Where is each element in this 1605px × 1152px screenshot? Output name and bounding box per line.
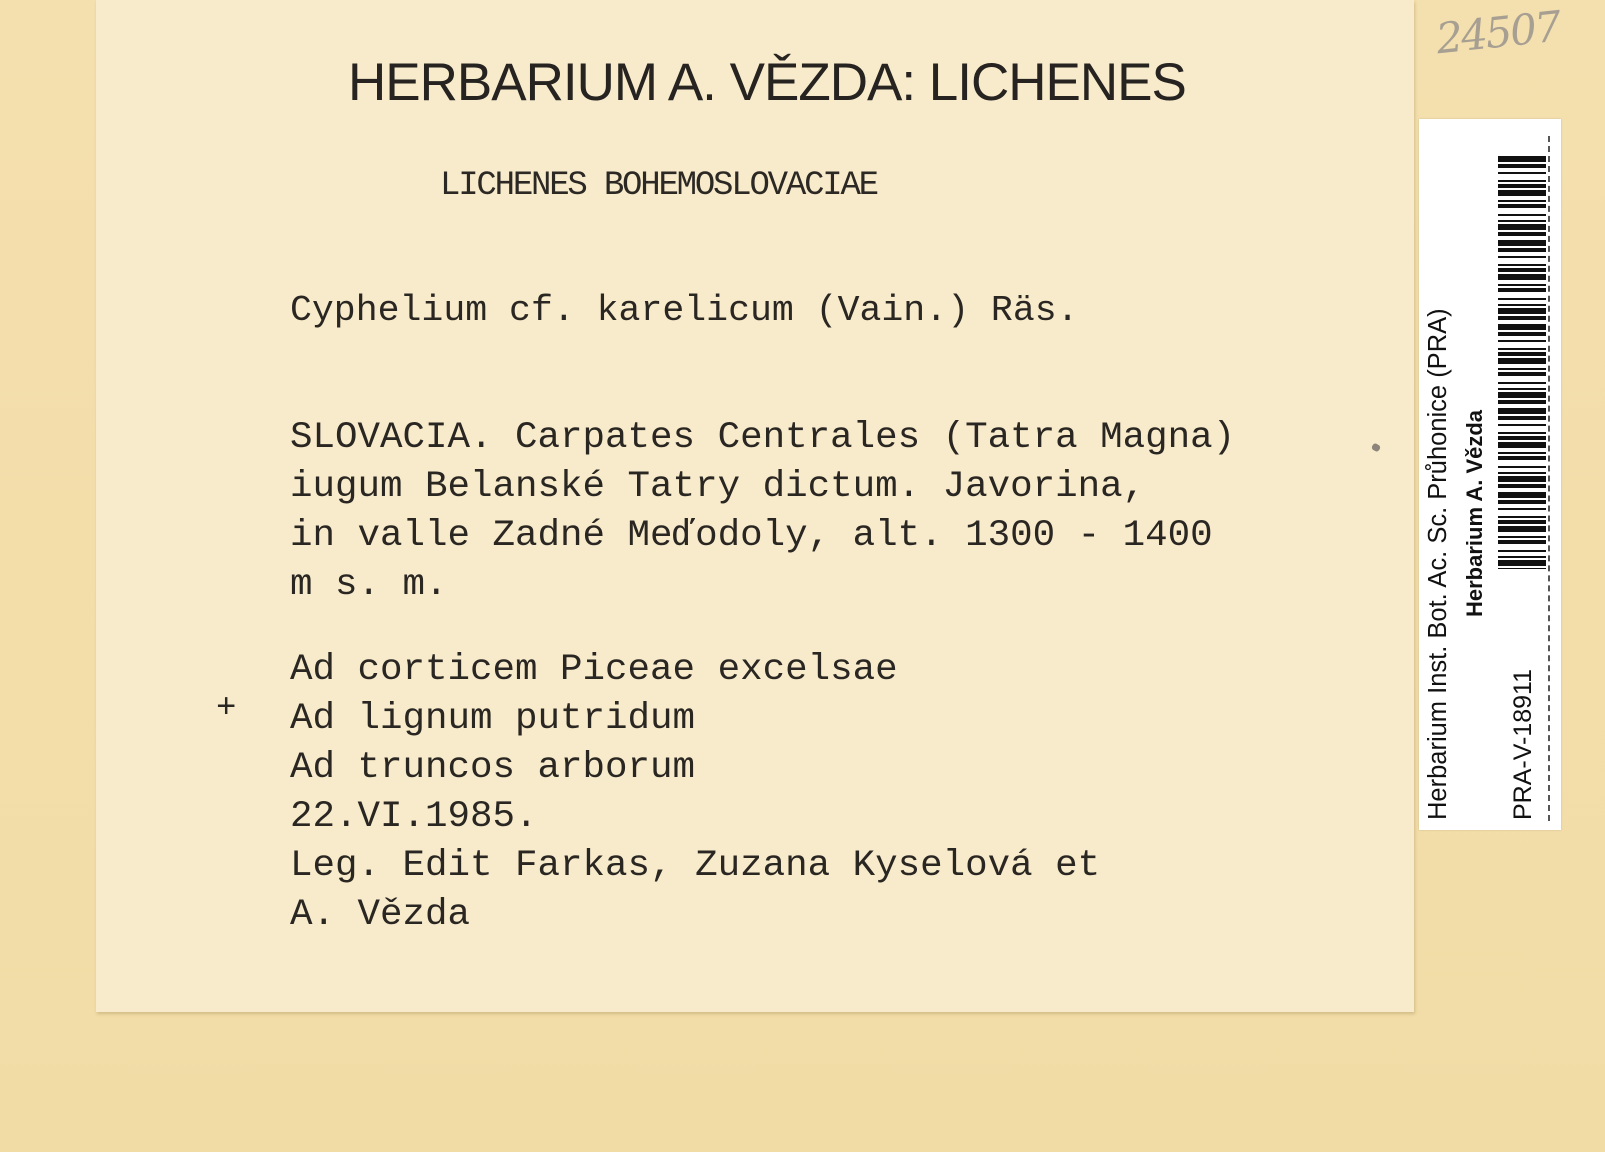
collectors-line: A. Vězda [290, 894, 471, 936]
barcode-bar [1498, 536, 1546, 538]
barcode-bar [1498, 382, 1546, 384]
habitat-line: Ad truncos arborum [290, 747, 696, 789]
barcode-bar [1498, 526, 1546, 532]
barcode-bar [1498, 256, 1546, 258]
barcode-bar [1498, 388, 1546, 390]
barcode-bar [1498, 436, 1546, 440]
barcode-bar [1498, 340, 1546, 342]
barcode-bar [1498, 520, 1546, 524]
barcode-bar [1498, 408, 1546, 414]
habitat-line: Ad lignum putridum [290, 698, 696, 740]
barcode-bar [1498, 456, 1546, 460]
barcode-bar [1498, 432, 1546, 434]
barcode-bar [1498, 156, 1546, 162]
barcode-bar [1498, 200, 1546, 202]
barcode-bar [1498, 368, 1546, 370]
locality-line: m s. m. [290, 564, 448, 606]
barcode-bar [1498, 332, 1546, 336]
barcode-bar [1498, 466, 1546, 468]
locality-line: in valle Zadné Meďodoly, alt. 1300 - 1400 [290, 515, 1213, 557]
herbarium-name: Herbarium A. Vězda [1462, 409, 1487, 617]
barcode-bar [1498, 372, 1546, 376]
barcode-bar [1498, 224, 1546, 230]
barcode-bar [1498, 484, 1546, 488]
barcode-bar [1498, 164, 1546, 168]
habitat-line: Ad corticem Piceae excelsae [290, 649, 898, 691]
barcode-bar [1498, 172, 1546, 174]
institution-text: Herbarium Inst. Bot. Ac. Sc. Průhonice (PRA) [1424, 308, 1452, 820]
collection-date: 22.VI.1985. [290, 796, 538, 838]
barcode-bar [1498, 550, 1546, 552]
barcode-bar [1498, 284, 1546, 286]
barcode-bar [1498, 298, 1546, 300]
barcode [1498, 156, 1546, 569]
barcode-bar [1498, 324, 1546, 330]
catalog-number: PRA-V-18911 [1509, 668, 1537, 820]
barcode-bar [1498, 472, 1546, 474]
barcode-bar [1498, 184, 1546, 188]
barcode-bar [1498, 416, 1546, 420]
barcode-bar [1498, 540, 1546, 544]
barcode-bar [1498, 240, 1546, 246]
locality-line: SLOVACIA. Carpates Centrales (Tatra Magna) [290, 417, 1236, 459]
barcode-bar [1498, 400, 1546, 404]
barcode-bar [1498, 452, 1546, 454]
dashed-border [1548, 136, 1550, 821]
barcode-bar [1498, 568, 1546, 569]
barcode-bar [1498, 190, 1546, 196]
barcode-bar [1498, 232, 1546, 236]
collectors-line: Leg. Edit Farkas, Zuzana Kyselová et [290, 845, 1101, 887]
barcode-bar [1498, 392, 1546, 398]
label-series: LICHENES BOHEMOSLOVACIAE [440, 167, 877, 205]
barcode-bar [1498, 560, 1546, 566]
species-name: Cyphelium cf. karelicum (Vain.) Räs. [290, 290, 1079, 331]
barcode-bar [1498, 264, 1546, 266]
barcode-bar [1498, 476, 1546, 482]
barcode-bar [1498, 214, 1546, 216]
barcode-bar [1498, 500, 1546, 504]
barcode-bar [1498, 516, 1546, 518]
barcode-bar [1498, 308, 1546, 314]
barcode-bar [1498, 508, 1546, 510]
barcode-bar [1498, 274, 1546, 280]
label-heading: HERBARIUM A. VĚZDA: LICHENES [348, 53, 1186, 112]
barcode-bar [1498, 316, 1546, 320]
barcode-bar [1498, 180, 1546, 182]
locality-line: iugum Belanské Tatry dictum. Javorina, [290, 466, 1146, 508]
barcode-bar [1498, 358, 1546, 364]
barcode-bar [1498, 288, 1546, 292]
barcode-bar [1498, 442, 1546, 448]
barcode-bar [1498, 204, 1546, 208]
barcode-bar [1498, 492, 1546, 498]
barcode-bar [1498, 304, 1546, 306]
habitat-block [290, 646, 1100, 940]
barcode-bar [1498, 248, 1546, 252]
barcode-bar [1498, 352, 1546, 356]
locality-block [290, 414, 1235, 610]
barcode-bar [1498, 424, 1546, 426]
barcode-bar [1498, 220, 1546, 222]
substrate-marker: + [216, 690, 237, 728]
barcode-bar [1498, 268, 1546, 272]
barcode-bar [1498, 348, 1546, 350]
pencil-annotation: 24507 [1433, 1, 1562, 64]
barcode-bar [1498, 556, 1546, 558]
